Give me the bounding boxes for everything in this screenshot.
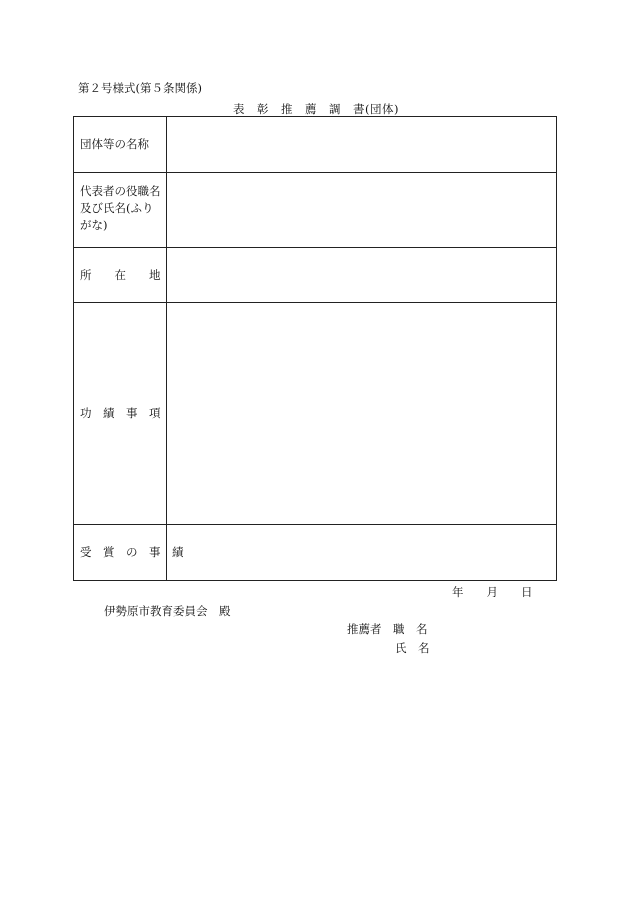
organization-name-field[interactable] — [167, 117, 556, 172]
label-cell — [74, 303, 167, 525]
address-field[interactable] — [167, 248, 556, 303]
recommender-title: 推薦者 職 名 — [347, 622, 428, 636]
form-number: 第２号様式(第５条関係) — [78, 81, 202, 95]
table-row-award-history — [74, 524, 556, 581]
recommender-name: 氏 名 — [395, 641, 430, 655]
table-row-representative — [74, 172, 556, 248]
recommendation-table — [73, 116, 557, 581]
achievements-field[interactable] — [167, 303, 556, 525]
label-cell — [74, 117, 167, 172]
representative-field[interactable] — [167, 173, 556, 248]
representative-label: 代表者の役職名 及び氏名(ふり がな) — [80, 184, 161, 232]
address-label: 所 在 地 — [80, 268, 161, 282]
award-history-label: 受 賞 の 事 績 — [80, 545, 184, 559]
achievements-label: 功 績 事 項 — [80, 406, 161, 420]
label-cell — [74, 248, 167, 303]
table-row-address — [74, 247, 556, 303]
date-line: 年 月 日 — [452, 585, 533, 599]
table-row-organization-name — [74, 117, 556, 172]
organization-name-label: 団体等の名称 — [80, 137, 149, 151]
award-history-field[interactable] — [167, 525, 556, 581]
label-cell — [74, 173, 167, 248]
table-row-achievements — [74, 302, 556, 525]
addressee: 伊勢原市教育委員会 殿 — [104, 604, 231, 618]
document-title: 表 彰 推 薦 調 書(団体) — [233, 102, 399, 116]
label-cell — [74, 525, 184, 581]
